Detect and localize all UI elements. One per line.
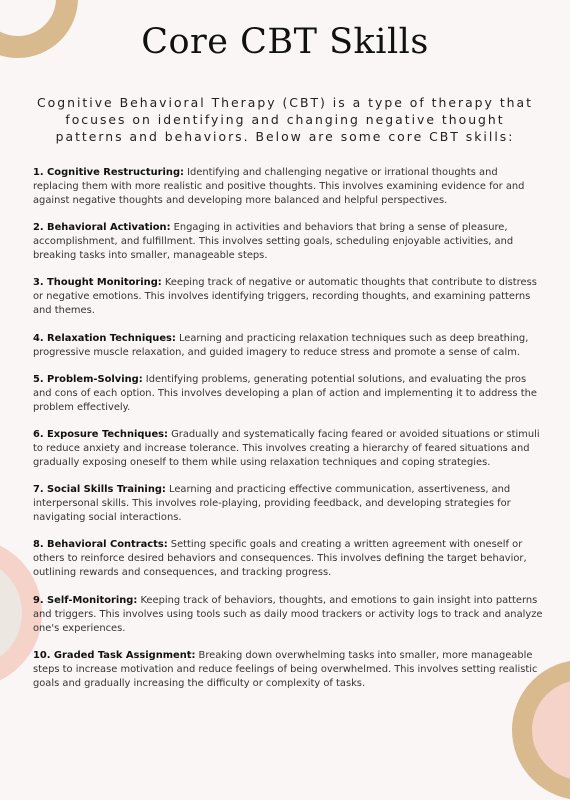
skill-label: 9. Self-Monitoring: [33, 594, 138, 606]
skill-description: Identifying and challenging negative or irrational thoughts and replacing them with more realistic and positive thoughts. This involves examining evidence for and against negative thoughts and developing more balanced and helpful perspectives. [33, 167, 525, 206]
skill-description: Identifying problems, generating potential solutions, and evaluating the pros and cons of each option. This involves developing a plan of action and implementing it to address the problem effectively. [33, 373, 537, 413]
skill-label: 3. Thought Monitoring: [33, 277, 162, 289]
skill-item [33, 483, 543, 525]
skill-label: 8. Behavioral Contracts: [33, 539, 168, 551]
skill-description: Keeping track of behaviors, thoughts, and emotions to gain insight into patterns and triggers. This involves using tools such as daily mood trackers or activity logs to track and analyze one's experiences. [33, 594, 543, 634]
skill-item [33, 221, 543, 263]
skill-label: 7. Social Skills Training: [33, 484, 166, 496]
skill-label: 4. Relaxation Techniques: [33, 332, 176, 344]
skill-item [33, 428, 543, 470]
intro-paragraph: Cognitive Behavioral Therapy (CBT) is a type of therapy that focuses on identifying and changing negative thought patterns and behaviors. Below are some core CBT skills: [37, 95, 533, 144]
skills-list [33, 166, 543, 704]
skill-item [33, 332, 543, 360]
skill-item [33, 594, 543, 636]
skill-item [33, 276, 543, 318]
skill-description: Setting specific goals and creating a written agreement with oneself or others to reinforce desired behaviors and consequences. This involves defining the target behavior, outlining rewards and consequences, and tracking progress. [33, 539, 527, 579]
skill-item [33, 373, 543, 415]
skill-description: Learning and practicing effective communication, assertiveness, and interpersonal skills. This involves role-playing, providing feedback, and developing strategies for navigating social interactions. [33, 484, 511, 524]
skill-label: 2. Behavioral Activation: [33, 222, 171, 234]
skill-label: 6. Exposure Techniques: [33, 428, 168, 440]
skill-label: 10. Graded Task Assignment: [33, 649, 196, 661]
skill-description: Breaking down overwhelming tasks into smaller, more manageable steps to increase motivation and reduce feelings of being overwhelmed. This involves setting realistic goals and gradually increasing the difficulty or complexity of tasks. [33, 649, 538, 689]
skill-description: Engaging in activities and behaviors that bring a sense of pleasure, accomplishment, and fulfillment. This involves setting goals, scheduling enjoyable activities, and breaking tasks into smaller, manageable steps. [33, 222, 514, 262]
page-title: Core CBT Skills [141, 22, 429, 62]
skill-description: Learning and practicing relaxation techniques such as deep breathing, progressive muscle relaxation, and guided imagery to reduce stress and promote a sense of calm. [33, 332, 529, 358]
skill-label: 1. Cognitive Restructuring: [33, 167, 184, 178]
skill-description: Keeping track of negative or automatic thoughts that contribute to distress or negative emotions. This involves identifying triggers, recording thoughts, and examining patterns and themes. [33, 277, 537, 317]
skill-label: 5. Problem-Solving: [33, 373, 143, 385]
skill-description: Gradually and systematically facing feared or avoided situations or stimuli to reduce anxiety and increase tolerance. This involves creating a hierarchy of feared situations and gradually exposing oneself to them while using relaxation techniques and coping strategies. [33, 428, 540, 468]
skill-item [33, 649, 543, 691]
skill-item [33, 166, 543, 208]
skill-item [33, 538, 543, 580]
